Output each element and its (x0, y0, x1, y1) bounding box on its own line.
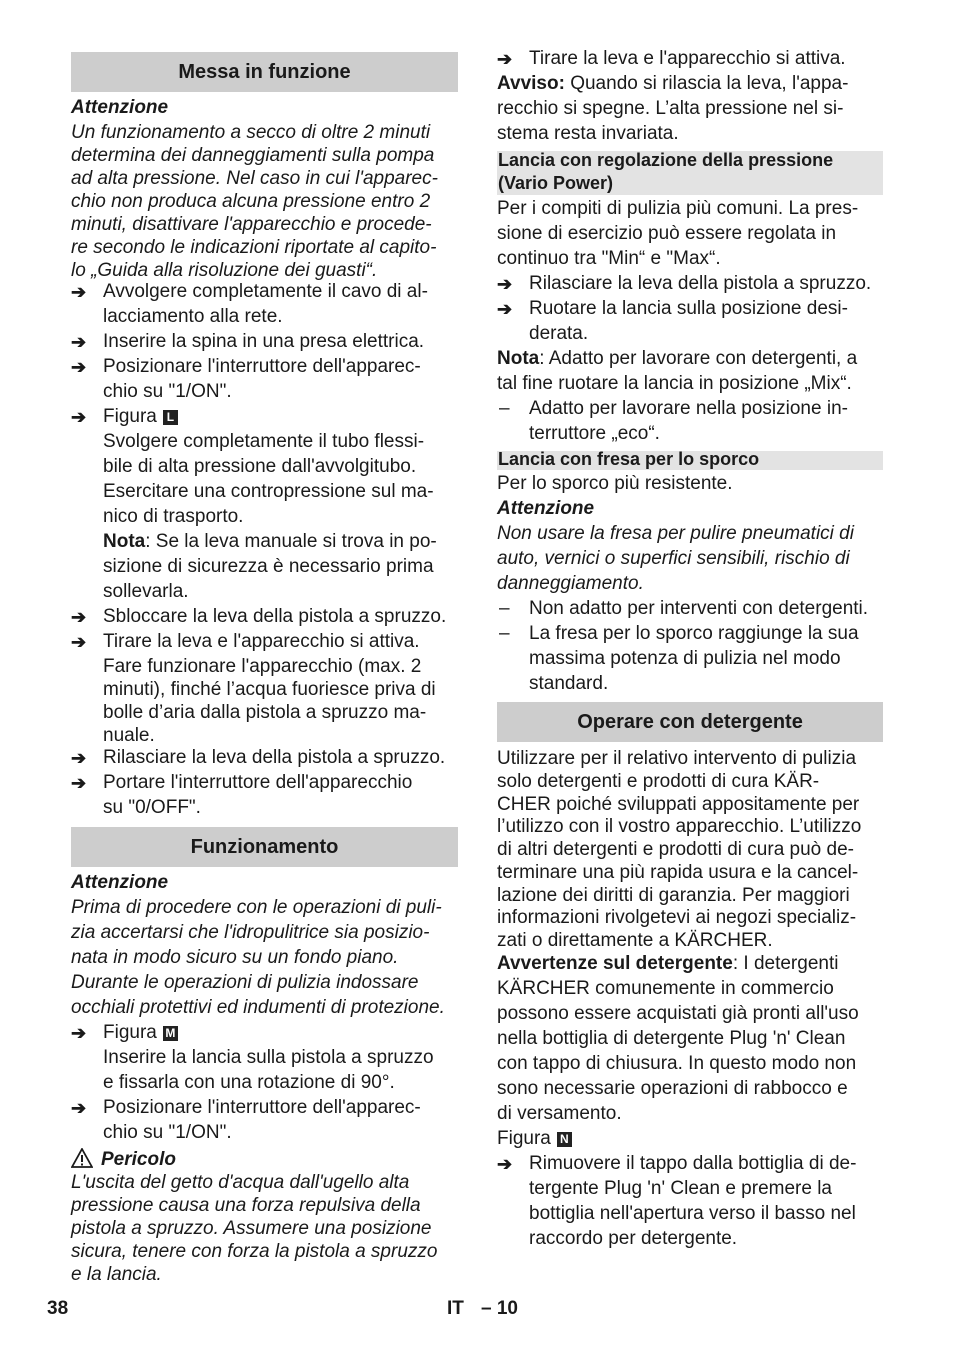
text-line: La fresa per lo sporco raggiunge la sua (529, 623, 859, 644)
arrow-icon: ➔ (71, 282, 87, 302)
text-line: auto, vernici o superfici sensibili, rischio di (497, 548, 850, 569)
advice-label: Avvertenze sul detergente (497, 953, 733, 974)
arrow-icon: ➔ (71, 1098, 87, 1118)
arrow-icon: ➔ (71, 407, 87, 427)
text-line: minuti, disattivare l'apparecchio e procede- (71, 214, 432, 235)
note-text: : Adatto per lavorare con detergenti, a (539, 348, 858, 369)
figure-ref (497, 1128, 572, 1150)
text-line: danneggiamento. (497, 573, 644, 594)
notice-text: Quando si rilascia la leva, l'appa- (564, 73, 849, 94)
text-line: tal fine ruotare la lancia in posizione „Mix“. (497, 373, 852, 394)
danger-heading (71, 1148, 176, 1171)
text-line: bottiglia nell'apertura verso il basso nel (529, 1203, 856, 1224)
text-line: Tirare la leva e l'apparecchio si attiva. (103, 631, 420, 652)
advice-text: : I detergenti (732, 953, 839, 974)
arrow-icon: ➔ (71, 773, 87, 793)
text-line: Fare funzionare l'apparecchio (max. 2 (103, 656, 422, 677)
text-line: con tappo di chiusura. In questo modo non (497, 1053, 857, 1074)
text-line: stema resta invariata. (497, 123, 679, 144)
note-label: Nota (103, 531, 146, 552)
note-line (103, 531, 437, 553)
arrow-icon: ➔ (71, 748, 87, 768)
attention-label: Attenzione (497, 498, 595, 519)
text-line: e fissarla con una rotazione di 90°. (103, 1072, 395, 1093)
arrow-icon: ➔ (71, 357, 87, 377)
text-line: Rimuovere il tappo dalla bottiglia di de- (529, 1153, 857, 1174)
text-line: L'uscita del getto d'acqua dall'ugello alta (71, 1172, 410, 1193)
text-line: sione di esercizio può essere regolata in (497, 223, 837, 244)
text-line: recchio si spegne. L’alta pressione nel si- (497, 98, 844, 119)
arrow-icon: ➔ (71, 632, 87, 652)
text-line: derata. (529, 323, 589, 344)
text-line: raccordo per detergente. (529, 1228, 738, 1249)
text-line: Ruotare la lancia sulla posizione desi- (529, 298, 848, 319)
text-line: nata in modo sicuro su un fondo piano. (71, 947, 399, 968)
arrow-icon: ➔ (497, 1154, 513, 1174)
text-line: tergente Plug 'n' Clean e premere la (529, 1178, 832, 1199)
text-line: Prima di procedere con le operazioni di puli- (71, 897, 442, 918)
dash-icon: – (499, 398, 510, 419)
figure-badge: M (163, 1026, 178, 1041)
language-code: IT (447, 1298, 464, 1319)
text-line: KÄRCHER comunemente in commercio (497, 978, 834, 999)
text-line: Lancia con regolazione della pressione (498, 150, 834, 170)
text-line: occhiali protettivi ed indumenti di protezione. (71, 997, 445, 1018)
text-line: Svolgere completamente il tubo flessi- (103, 431, 425, 452)
figure-badge: N (557, 1132, 572, 1147)
text-line: Esercitare una contropressione sul ma- (103, 481, 434, 502)
text-line: Rilasciare la leva della pistola a spruzzo. (529, 273, 872, 294)
text-line: possono essere acquistati già pronti all'uso (497, 1003, 859, 1024)
figure-ref (103, 1022, 178, 1044)
text-line: e la lancia. (71, 1264, 162, 1285)
detergent-advice-line (497, 953, 838, 975)
figure-label: Figura (497, 1128, 551, 1149)
arrow-icon: ➔ (71, 1023, 87, 1043)
text-line: determina dei danneggiamenti sulla pompa (71, 145, 435, 166)
text-line: sollevarla. (103, 581, 189, 602)
text-line: Non usare la fresa per pulire pneumatici di (497, 523, 854, 544)
text-line: Inserire la lancia sulla pistola a spruzzo (103, 1047, 434, 1068)
arrow-icon: ➔ (497, 299, 513, 319)
subsection-title-fresa (497, 451, 883, 470)
arrow-icon: ➔ (71, 332, 87, 352)
arrow-icon: ➔ (497, 274, 513, 294)
text-line: pistola a spruzzo. Assumere una posizione (71, 1218, 432, 1239)
text-line: Adatto per lavorare nella posizione in- (529, 398, 848, 419)
text-line: massima potenza di pulizia nel modo (529, 648, 841, 669)
text-line: informazioni rivolgetevi ai negozi specializ- (497, 907, 857, 928)
text-line: Sbloccare la leva della pistola a spruzzo. (103, 606, 447, 627)
danger-label: Pericolo (101, 1149, 176, 1170)
text-line: Avvolgere completamente il cavo di al- (103, 281, 428, 302)
text-line: nico di trasporto. (103, 506, 244, 527)
text-line: lo „Guida alla risoluzione dei guasti“. (71, 260, 378, 281)
text-line: zati o direttamente a KÄRCHER. (497, 930, 773, 951)
notice-line (497, 73, 848, 95)
text-line: di versamento. (497, 1103, 622, 1124)
text-line: nella bottiglia di detergente Plug 'n' Clean (497, 1028, 846, 1049)
text-line: nuale. (103, 725, 155, 746)
text-line: Inserire la spina in una presa elettrica. (103, 331, 425, 352)
dash-icon: – (499, 623, 510, 644)
text-line: (Vario Power) (498, 173, 614, 193)
text-line: chio su "1/ON". (103, 1122, 232, 1143)
text-line: minuti), finché l’acqua fuoriesce priva di (103, 679, 436, 700)
notice-label: Avviso: (497, 73, 565, 94)
text-line: lazione dei diritti di garanzia. Per maggiori (497, 885, 850, 906)
figure-label: Figura (103, 406, 157, 427)
text-line: bile di alta pressione dall'avvolgitubo. (103, 456, 417, 477)
text-line: CHER poiché sviluppati appositamente per (497, 794, 860, 815)
text-line: Per i compiti di pulizia più comuni. La pres- (497, 198, 859, 219)
text-line: bolle d’aria dalla pistola a spruzzo ma- (103, 702, 427, 723)
text-line: l’utilizzo con il vostro apparecchio. L’utilizzo (497, 816, 862, 837)
text-line: sizione di sicurezza è necessario prima (103, 556, 434, 577)
text-line: terminare una più rapida usura e la cancel- (497, 862, 859, 883)
text-line: solo detergenti e prodotti di cura KÄR- (497, 771, 820, 792)
section-page-number: – 10 (481, 1298, 518, 1319)
text-line: sicura, tenere con forza la pistola a spruzzo (71, 1241, 438, 1262)
figure-badge: L (163, 410, 178, 425)
text-line: chio non produca alcuna pressione entro 2 (71, 191, 431, 212)
text-line: re secondo le indicazioni riportate al capito- (71, 237, 437, 258)
text-line: Durante le operazioni di pulizia indossare (71, 972, 419, 993)
attention-label: Attenzione (71, 872, 169, 893)
figure-label: Figura (103, 1022, 157, 1043)
text-line: terruttore „eco“. (529, 423, 660, 444)
text-line: Portare l'interruttore dell'apparecchio (103, 772, 413, 793)
subsection-title-vario-power (497, 151, 883, 195)
figure-ref (103, 406, 178, 428)
page-number: 38 (47, 1298, 69, 1319)
text-line: Rilasciare la leva della pistola a spruzzo. (103, 747, 446, 768)
note-text: : Se la leva manuale si trova in po- (145, 531, 437, 552)
section-title-operare-con-detergente: Operare con detergente (497, 702, 883, 742)
text-line: chio su "1/ON". (103, 381, 232, 402)
arrow-icon: ➔ (497, 49, 513, 69)
text-line: zia accertarsi che l'idropulitrice sia posizio- (71, 922, 430, 943)
text-line: pressione causa una forza repulsiva della (71, 1195, 421, 1216)
text-line: continuo tra "Min“ e "Max“. (497, 248, 721, 269)
arrow-icon: ➔ (71, 607, 87, 627)
text-line: Per lo sporco più resistente. (497, 473, 733, 494)
text-line: lacciamento alla rete. (103, 306, 283, 327)
attention-label: Attenzione (71, 97, 169, 118)
dash-icon: – (499, 598, 510, 619)
text-line: su "0/OFF". (103, 797, 201, 818)
subsection-label: Lancia con fresa per lo sporco (498, 449, 760, 469)
text-line: Non adatto per interventi con detergenti. (529, 598, 869, 619)
note-line (497, 348, 857, 370)
text-line: Utilizzare per il relativo intervento di pulizia (497, 748, 857, 769)
text-line: Tirare la leva e l'apparecchio si attiva. (529, 48, 846, 69)
text-line: di altri detergenti e prodotti di cura può de- (497, 839, 854, 860)
text-line: Posizionare l'interruttore dell'apparec- (103, 356, 421, 377)
text-line: Un funzionamento a secco di oltre 2 minuti (71, 122, 431, 143)
text-line: standard. (529, 673, 609, 694)
section-title-messa-in-funzione: Messa in funzione (71, 52, 458, 92)
warning-triangle-icon (71, 1148, 93, 1168)
text-line: sono necessarie operazioni di rabbocco e (497, 1078, 848, 1099)
section-title-funzionamento: Funzionamento (71, 827, 458, 867)
note-label: Nota (497, 348, 540, 369)
text-line: Posizionare l'interruttore dell'apparec- (103, 1097, 421, 1118)
text-line: ad alta pressione. Nel caso in cui l'apparec- (71, 168, 438, 189)
